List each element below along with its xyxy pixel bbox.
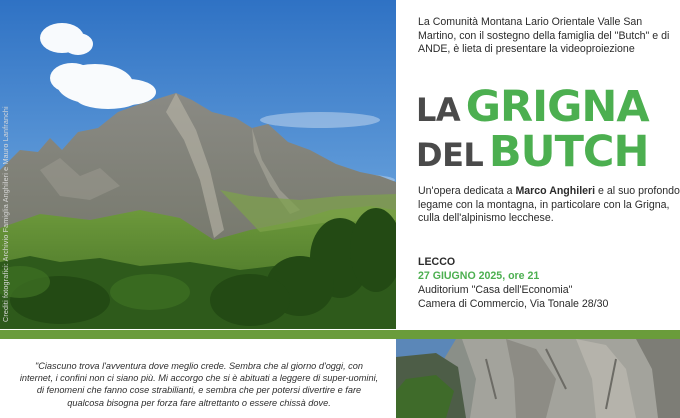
event-title <box>416 82 680 177</box>
event-info <box>418 255 680 311</box>
description-prefix: Un'opera dedicata a <box>418 185 516 197</box>
intro-text: La Comunità Montana Lario Orientale Valle San Martino, con il sostegno della famiglia del "Butch" e di ANDE, è lieta di presentare la videoproiezione <box>418 16 670 56</box>
description-suffix: e al suo profondo legame con la montagna, in particolare con la Grigna, culla dell'alpinismo lecchese. <box>418 185 680 225</box>
title-grigna: GRIGNA <box>465 82 649 132</box>
description <box>418 185 680 226</box>
quote-text: "Ciascuno trova l'avventura dove meglio crede. Sembra che al giorno d'oggi, con internet, i confini non ci siano più. Mi accorgo che si è abituati a leggere di super-uomini, di fenomeni che fanno cose strabilianti, e sembra che per potersi divertire e fare qualcosa bisogna per forza fare altrettanto o essere chissà dove. <box>19 361 379 408</box>
title-butch: BUTCH <box>488 127 649 177</box>
photo-credit: Crediti fotografici: Archivio Famiglia Anghileri e Mauro Lanfranchi <box>1 106 10 322</box>
green-separator <box>0 330 680 339</box>
title-del: DEL <box>416 136 484 174</box>
title-la: LA <box>416 91 461 129</box>
event-date-time: 27 GIUGNO 2025, ore 21 <box>418 270 540 282</box>
rock-photo <box>396 339 680 418</box>
description-author: Marco Anghileri <box>515 185 596 197</box>
event-city: LECCO <box>418 256 456 268</box>
event-venue: Auditorium "Casa dell'Economia" <box>418 284 573 296</box>
event-address: Camera di Commercio, Via Tonale 28/30 <box>418 298 609 310</box>
mountain-photo <box>0 0 396 329</box>
